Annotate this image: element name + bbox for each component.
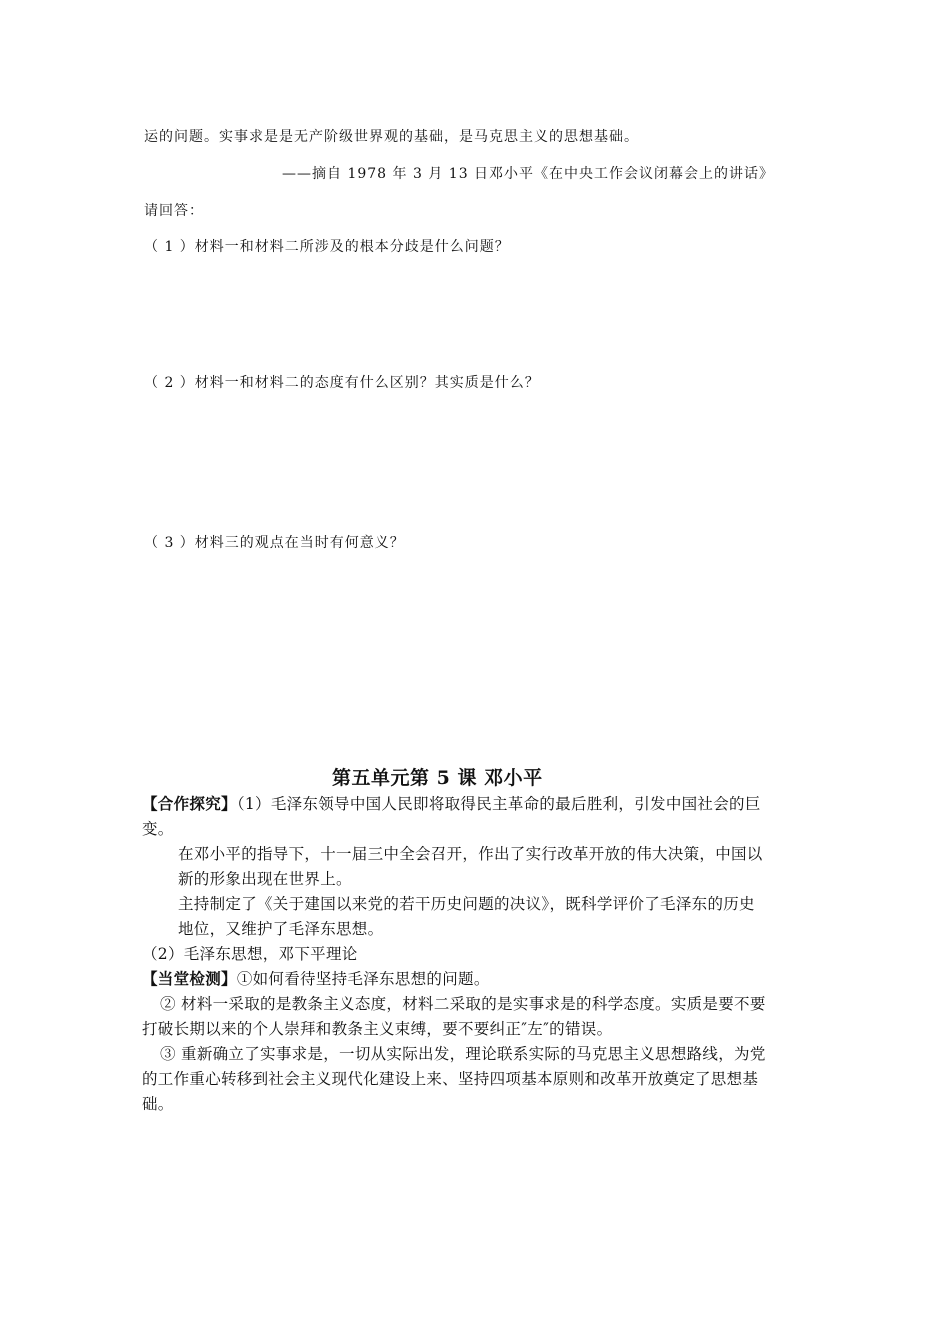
class-test-label: 【当堂检测】 <box>142 969 237 988</box>
question-3: （ 3 ）材料三的观点在当时有何意义？ <box>144 535 405 551</box>
lesson-title: 第五单元第 5 课 邓小平 <box>332 767 543 789</box>
class-test-line-5: 的工作重心转移到社会主义现代化建设上来、坚持四项基本原则和改革开放奠定了思想基 <box>142 1070 759 1088</box>
coop-inquiry-line-6: 地位，又维护了毛泽东思想。 <box>178 920 384 938</box>
class-test-line-4: ③ 重新确立了实事求是，一切从实际出发，理论联系实际的马克思主义思想路线，为党 <box>160 1045 766 1063</box>
coop-inquiry-label: 【合作探究】 <box>142 794 237 813</box>
class-test-line-6: 础。 <box>142 1095 174 1113</box>
coop-inquiry-line-3: 在邓小平的指导下，十一届三中全会召开，作出了实行改革开放的伟大决策，中国以 <box>178 845 763 863</box>
question-2: （ 2 ）材料一和材料二的态度有什么区别？其实质是什么？ <box>144 375 540 391</box>
coop-inquiry-line-7: （2）毛泽东思想，邓下平理论 <box>142 945 358 963</box>
coop-inquiry-text: （1）毛泽东领导中国人民即将取得民主革命的最后胜利，引发中国社会的巨 <box>236 795 761 813</box>
material-text-line: 运的问题。实事求是是无产阶级世界观的基础，是马克思主义的思想基础。 <box>144 129 639 145</box>
coop-inquiry-line-4: 新的形象出现在世界上。 <box>178 870 352 888</box>
class-test-line-2: ② 材料一采取的是教条主义态度，材料二采取的是实事求是的科学态度。实质是要不要 <box>160 995 766 1013</box>
class-test-text: ①如何看待坚持毛泽东思想的问题。 <box>236 970 490 988</box>
question-1: （ 1 ）材料一和材料二所涉及的根本分歧是什么问题？ <box>144 239 510 255</box>
coop-inquiry-line-5: 主持制定了《关于建国以来党的若干历史问题的决议》，既科学评价了毛泽东的历史 <box>178 895 755 913</box>
class-test-line-3: 打破长期以来的个人崇拜和教条主义束缚，要不要纠正″左″的错误。 <box>142 1020 613 1038</box>
question-prompt: 请回答： <box>144 203 204 219</box>
class-test-line-1 <box>142 967 490 989</box>
coop-inquiry-line-1 <box>142 792 761 814</box>
material-source: ——摘自 1978 年 3 月 13 日邓小平《在中央工作会议闭幕会上的讲话》 <box>282 166 775 182</box>
coop-inquiry-line-2: 变。 <box>142 820 174 838</box>
